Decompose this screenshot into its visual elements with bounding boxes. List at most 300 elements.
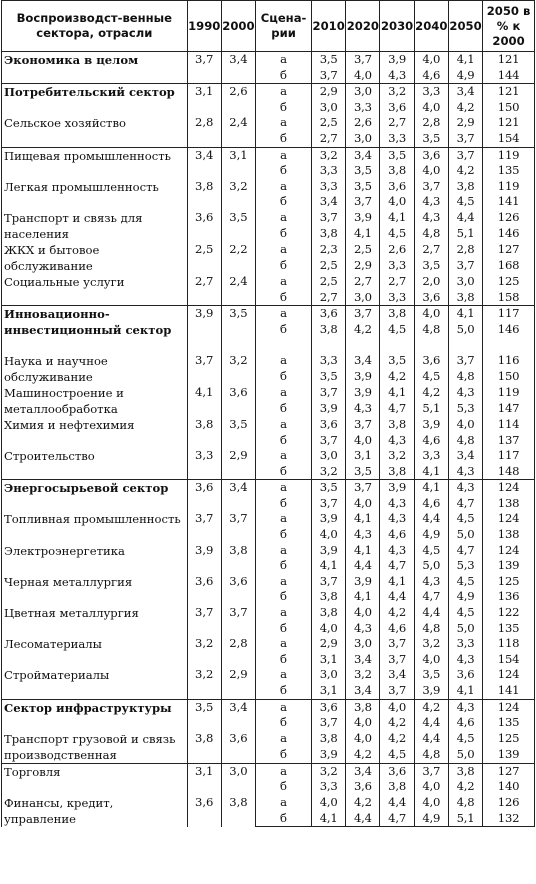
forecast-cell: 3,8 bbox=[448, 290, 482, 306]
forecast-cell: 2,7 bbox=[414, 242, 448, 258]
scenario-cell: б bbox=[256, 621, 312, 637]
forecast-cell: 3,8 bbox=[312, 589, 346, 605]
table-row bbox=[2, 543, 535, 559]
scenario-cell: а bbox=[256, 448, 312, 464]
forecast-cell: 3,2 bbox=[312, 464, 346, 480]
scenario-cell: б bbox=[256, 369, 312, 385]
forecast-cell: 4,9 bbox=[448, 589, 482, 605]
forecast-cell: 3,5 bbox=[380, 353, 414, 369]
base-value-1990: 3,6 bbox=[187, 210, 221, 242]
forecast-cell: 4,0 bbox=[312, 795, 346, 811]
forecast-cell: 3,4 bbox=[346, 353, 380, 369]
base-value-1990: 3,6 bbox=[187, 574, 221, 605]
scenario-cell: а bbox=[256, 385, 312, 401]
base-value-1990: 3,7 bbox=[187, 605, 221, 636]
forecast-cell: 4,0 bbox=[414, 306, 448, 322]
forecast-cell: 4,7 bbox=[380, 811, 414, 827]
ratio-cell: 147 bbox=[483, 401, 535, 417]
forecast-cell: 4,1 bbox=[448, 683, 482, 699]
forecast-cell: 3,0 bbox=[312, 448, 346, 464]
forecast-cell: 4,7 bbox=[448, 543, 482, 559]
forecast-cell: 4,0 bbox=[414, 652, 448, 668]
forecast-cell: 5,1 bbox=[414, 401, 448, 417]
forecast-cell: 4,2 bbox=[380, 715, 414, 731]
forecast-cell: 3,3 bbox=[380, 258, 414, 274]
forecast-cell: 3,6 bbox=[414, 147, 448, 163]
forecast-cell: 3,6 bbox=[414, 353, 448, 369]
header-sector: Воспроизводст-венные сектора, отрасли bbox=[2, 1, 188, 52]
forecast-cell: 4,8 bbox=[414, 322, 448, 338]
forecast-cell: 3,3 bbox=[312, 179, 346, 195]
forecast-cell: 2,7 bbox=[380, 115, 414, 131]
base-value-2000: 2,4 bbox=[221, 274, 255, 306]
forecast-cell: 3,9 bbox=[380, 52, 414, 68]
forecast-cell: 4,9 bbox=[414, 811, 448, 827]
forecast-cell: 3,2 bbox=[346, 667, 380, 683]
forecast-cell: 4,3 bbox=[448, 652, 482, 668]
forecast-cell: 3,0 bbox=[346, 84, 380, 100]
forecast-cell: 3,0 bbox=[346, 290, 380, 306]
forecast-cell: 3,8 bbox=[380, 306, 414, 322]
forecast-cell: 3,1 bbox=[312, 652, 346, 668]
forecast-cell: 3,7 bbox=[312, 385, 346, 401]
forecast-cell: 2,5 bbox=[312, 115, 346, 131]
sector-name: Сельское хозяйство bbox=[2, 115, 188, 147]
forecast-cell: 2,9 bbox=[346, 258, 380, 274]
ratio-cell: 124 bbox=[483, 667, 535, 683]
forecast-cell: 4,8 bbox=[414, 747, 448, 764]
scenario-cell: б bbox=[256, 527, 312, 543]
forecast-cell: 3,1 bbox=[312, 683, 346, 699]
forecast-cell: 4,0 bbox=[414, 779, 448, 795]
forecast-cell: 3,3 bbox=[414, 448, 448, 464]
forecast-cell: 4,3 bbox=[380, 511, 414, 527]
base-value-2000: 2,2 bbox=[221, 242, 255, 274]
base-value-1990: 3,1 bbox=[187, 763, 221, 795]
scenario-cell: а bbox=[256, 574, 312, 590]
sector-name: Цветная металлургия bbox=[2, 605, 188, 636]
forecast-cell: 3,9 bbox=[346, 210, 380, 226]
base-value-2000: 2,4 bbox=[221, 115, 255, 147]
forecast-cell: 2,6 bbox=[380, 242, 414, 258]
forecast-cell: 4,2 bbox=[346, 795, 380, 811]
base-value-2000: 3,5 bbox=[221, 417, 255, 448]
forecast-cell: 3,3 bbox=[346, 100, 380, 116]
base-value-1990: 3,8 bbox=[187, 417, 221, 448]
base-value-2000: 3,2 bbox=[221, 179, 255, 210]
sector-name: Экономика в целом bbox=[2, 52, 188, 84]
forecast-cell: 4,1 bbox=[380, 210, 414, 226]
forecast-cell bbox=[448, 337, 482, 353]
scenario-cell: а bbox=[256, 179, 312, 195]
forecast-cell: 3,4 bbox=[448, 448, 482, 464]
forecast-cell: 4,3 bbox=[380, 433, 414, 449]
scenario-cell: б bbox=[256, 589, 312, 605]
forecast-cell: 3,8 bbox=[346, 699, 380, 715]
ratio-cell: 139 bbox=[483, 747, 535, 764]
base-value-1990: 3,8 bbox=[187, 179, 221, 210]
scenario-cell: б bbox=[256, 401, 312, 417]
forecast-cell: 4,3 bbox=[414, 194, 448, 210]
ratio-cell: 121 bbox=[483, 115, 535, 131]
forecast-cell: 3,0 bbox=[346, 636, 380, 652]
table-row bbox=[2, 210, 535, 226]
forecast-cell: 2,9 bbox=[312, 84, 346, 100]
scenario-cell: б bbox=[256, 258, 312, 274]
base-value-2000: 3,7 bbox=[221, 511, 255, 542]
forecast-cell: 2,7 bbox=[380, 274, 414, 290]
sector-name: Лесоматериалы bbox=[2, 636, 188, 667]
scenario-cell bbox=[256, 337, 312, 353]
forecast-cell: 3,3 bbox=[414, 84, 448, 100]
ratio-cell: 150 bbox=[483, 100, 535, 116]
forecast-cell: 4,1 bbox=[312, 558, 346, 574]
table-row bbox=[2, 511, 535, 527]
base-value-2000: 2,9 bbox=[221, 667, 255, 699]
ratio-cell: 135 bbox=[483, 715, 535, 731]
forecast-cell: 4,6 bbox=[380, 527, 414, 543]
forecast-cell: 3,4 bbox=[346, 652, 380, 668]
forecast-cell: 3,5 bbox=[380, 147, 414, 163]
base-value-1990: 3,2 bbox=[187, 636, 221, 667]
forecast-cell: 4,3 bbox=[380, 496, 414, 512]
scenario-cell: а bbox=[256, 731, 312, 747]
forecast-cell: 3,3 bbox=[380, 290, 414, 306]
forecast-cell: 4,1 bbox=[448, 306, 482, 322]
forecast-cell: 3,6 bbox=[346, 779, 380, 795]
forecast-cell: 3,7 bbox=[312, 68, 346, 84]
ratio-cell: 146 bbox=[483, 226, 535, 242]
scenario-cell: б bbox=[256, 715, 312, 731]
base-value-2000: 3,8 bbox=[221, 543, 255, 574]
forecast-cell: 4,8 bbox=[448, 433, 482, 449]
forecast-cell: 4,3 bbox=[380, 543, 414, 559]
sector-name: Машиностроение и металлообработка bbox=[2, 385, 188, 417]
base-value-1990: 4,1 bbox=[187, 385, 221, 417]
forecast-cell: 4,1 bbox=[414, 480, 448, 496]
forecast-cell: 4,3 bbox=[414, 210, 448, 226]
forecast-cell: 3,7 bbox=[448, 353, 482, 369]
forecast-cell: 5,0 bbox=[448, 747, 482, 764]
scenario-cell: а bbox=[256, 84, 312, 100]
forecast-cell: 3,7 bbox=[380, 652, 414, 668]
scenario-cell: а bbox=[256, 306, 312, 322]
forecast-cell: 4,1 bbox=[346, 589, 380, 605]
ratio-cell: 158 bbox=[483, 290, 535, 306]
base-value-1990: 3,7 bbox=[187, 353, 221, 385]
forecast-cell: 3,8 bbox=[312, 731, 346, 747]
sector-name: ЖКХ и бытовое обслуживание bbox=[2, 242, 188, 274]
header-2030: 2030 bbox=[380, 1, 414, 52]
forecast-cell: 5,0 bbox=[448, 527, 482, 543]
forecast-cell: 4,0 bbox=[346, 433, 380, 449]
scenario-cell: б bbox=[256, 433, 312, 449]
ratio-cell: 124 bbox=[483, 480, 535, 496]
forecast-cell: 3,7 bbox=[346, 306, 380, 322]
sector-name: Потребительский сектор bbox=[2, 84, 188, 116]
forecast-cell: 3,8 bbox=[380, 163, 414, 179]
forecast-cell: 4,0 bbox=[380, 194, 414, 210]
scenario-cell: а bbox=[256, 52, 312, 68]
table-row bbox=[2, 242, 535, 258]
forecast-cell: 3,8 bbox=[312, 226, 346, 242]
forecast-cell: 2,8 bbox=[448, 242, 482, 258]
scenario-cell: б bbox=[256, 100, 312, 116]
forecast-cell: 3,7 bbox=[312, 210, 346, 226]
forecast-cell: 3,5 bbox=[346, 163, 380, 179]
base-value-2000: 2,6 bbox=[221, 84, 255, 116]
ratio-cell: 137 bbox=[483, 433, 535, 449]
ratio-cell: 154 bbox=[483, 652, 535, 668]
scenario-cell: б bbox=[256, 194, 312, 210]
base-value-1990: 3,1 bbox=[187, 84, 221, 116]
ratio-cell bbox=[483, 337, 535, 353]
forecast-cell: 3,0 bbox=[346, 131, 380, 147]
base-value-1990: 3,7 bbox=[187, 52, 221, 84]
scenario-cell: а bbox=[256, 274, 312, 290]
ratio-cell: 119 bbox=[483, 179, 535, 195]
ratio-cell: 132 bbox=[483, 811, 535, 827]
scenario-cell: а bbox=[256, 480, 312, 496]
forecast-cell: 4,2 bbox=[448, 163, 482, 179]
forecast-cell: 4,0 bbox=[448, 417, 482, 433]
ratio-cell: 140 bbox=[483, 779, 535, 795]
header-ratio: 2050 в % к 2000 bbox=[483, 1, 535, 52]
forecast-cell: 4,0 bbox=[414, 100, 448, 116]
base-value-1990: 3,7 bbox=[187, 511, 221, 542]
forecast-cell: 3,8 bbox=[448, 179, 482, 195]
ratio-cell: 116 bbox=[483, 353, 535, 369]
forecast-cell: 4,5 bbox=[448, 605, 482, 621]
base-value-2000: 3,0 bbox=[221, 763, 255, 795]
table-row bbox=[2, 306, 535, 322]
forecast-cell: 4,0 bbox=[346, 605, 380, 621]
header-row bbox=[2, 1, 535, 52]
forecast-cell: 5,0 bbox=[414, 558, 448, 574]
forecast-cell: 4,5 bbox=[380, 747, 414, 764]
base-value-1990: 3,9 bbox=[187, 543, 221, 574]
sector-name: Транспорт грузовой и связь производственная bbox=[2, 731, 188, 764]
table-row bbox=[2, 763, 535, 779]
forecast-cell: 4,4 bbox=[448, 210, 482, 226]
header-2050: 2050 bbox=[448, 1, 482, 52]
forecast-cell: 4,1 bbox=[346, 226, 380, 242]
scenario-cell: б bbox=[256, 779, 312, 795]
sector-name: Химия и нефтехимия bbox=[2, 417, 188, 448]
scenario-cell: а bbox=[256, 605, 312, 621]
forecast-cell: 3,3 bbox=[312, 353, 346, 369]
ratio-cell: 138 bbox=[483, 496, 535, 512]
ratio-cell: 114 bbox=[483, 417, 535, 433]
forecast-cell: 3,7 bbox=[448, 258, 482, 274]
forecast-cell: 4,1 bbox=[346, 543, 380, 559]
forecast-cell: 4,0 bbox=[414, 52, 448, 68]
scenario-cell: а bbox=[256, 699, 312, 715]
forecast-cell: 3,7 bbox=[380, 636, 414, 652]
base-value-1990: 3,6 bbox=[187, 795, 221, 827]
base-value-2000: 3,1 bbox=[221, 147, 255, 179]
forecast-cell: 3,6 bbox=[380, 763, 414, 779]
ratio-cell: 154 bbox=[483, 131, 535, 147]
base-value-2000: 3,4 bbox=[221, 480, 255, 512]
forecast-cell: 4,2 bbox=[414, 699, 448, 715]
ratio-cell: 122 bbox=[483, 605, 535, 621]
forecast-cell: 3,7 bbox=[414, 763, 448, 779]
forecast-cell bbox=[380, 337, 414, 353]
ratio-cell: 118 bbox=[483, 636, 535, 652]
table-row bbox=[2, 274, 535, 290]
base-value-1990: 3,9 bbox=[187, 306, 221, 353]
ratio-cell: 138 bbox=[483, 527, 535, 543]
forecast-cell: 4,2 bbox=[380, 605, 414, 621]
ratio-cell: 117 bbox=[483, 306, 535, 322]
forecast-cell: 3,0 bbox=[448, 274, 482, 290]
forecast-cell: 3,7 bbox=[346, 194, 380, 210]
base-value-1990: 3,8 bbox=[187, 731, 221, 764]
base-value-1990: 2,7 bbox=[187, 274, 221, 306]
forecast-cell: 4,3 bbox=[448, 480, 482, 496]
sector-name: Легкая промышленность bbox=[2, 179, 188, 210]
forecast-cell: 3,8 bbox=[380, 779, 414, 795]
forecast-cell: 4,8 bbox=[414, 226, 448, 242]
sector-name: Транспорт и связь для населения bbox=[2, 210, 188, 242]
forecast-cell: 4,0 bbox=[312, 621, 346, 637]
forecast-cell: 3,8 bbox=[312, 322, 346, 338]
forecast-cell: 4,3 bbox=[346, 527, 380, 543]
base-value-2000: 3,4 bbox=[221, 699, 255, 731]
forecast-cell: 3,0 bbox=[312, 100, 346, 116]
ratio-cell: 168 bbox=[483, 258, 535, 274]
forecast-cell: 4,3 bbox=[448, 385, 482, 401]
ratio-cell: 141 bbox=[483, 683, 535, 699]
forecast-cell: 4,6 bbox=[414, 433, 448, 449]
forecast-cell: 4,5 bbox=[414, 543, 448, 559]
scenario-cell: а bbox=[256, 636, 312, 652]
forecast-cell: 3,7 bbox=[448, 131, 482, 147]
forecast-cell: 3,7 bbox=[312, 715, 346, 731]
forecast-cell: 3,2 bbox=[380, 84, 414, 100]
forecast-cell: 2,7 bbox=[312, 290, 346, 306]
forecast-cell: 4,4 bbox=[346, 558, 380, 574]
base-value-2000: 3,6 bbox=[221, 731, 255, 764]
forecast-cell: 4,7 bbox=[380, 401, 414, 417]
sector-name: Торговля bbox=[2, 763, 188, 795]
scenario-cell: б bbox=[256, 747, 312, 764]
sector-name: Черная металлургия bbox=[2, 574, 188, 605]
table-row bbox=[2, 84, 535, 100]
forecast-cell: 3,4 bbox=[448, 84, 482, 100]
scenario-cell: б bbox=[256, 558, 312, 574]
base-value-2000: 3,8 bbox=[221, 795, 255, 827]
forecast-cell: 4,0 bbox=[312, 527, 346, 543]
forecast-cell: 4,3 bbox=[448, 699, 482, 715]
forecast-cell: 4,8 bbox=[414, 621, 448, 637]
sector-name: Электроэнергетика bbox=[2, 543, 188, 574]
sector-name: Стройматериалы bbox=[2, 667, 188, 699]
forecast-cell: 3,6 bbox=[312, 417, 346, 433]
ratio-cell: 126 bbox=[483, 210, 535, 226]
base-value-1990: 3,5 bbox=[187, 699, 221, 731]
forecast-cell: 3,9 bbox=[346, 385, 380, 401]
forecast-cell: 3,7 bbox=[312, 433, 346, 449]
scenario-cell: б bbox=[256, 464, 312, 480]
forecast-cell: 3,9 bbox=[346, 574, 380, 590]
forecast-cell: 3,3 bbox=[448, 636, 482, 652]
forecast-cell: 4,5 bbox=[380, 226, 414, 242]
forecast-cell: 2,5 bbox=[312, 274, 346, 290]
ratio-cell: 117 bbox=[483, 448, 535, 464]
ratio-cell: 127 bbox=[483, 242, 535, 258]
forecast-cell: 4,4 bbox=[380, 589, 414, 605]
header-scenario: Сцена-рии bbox=[256, 1, 312, 52]
forecast-cell: 3,9 bbox=[414, 683, 448, 699]
forecast-cell: 4,1 bbox=[346, 511, 380, 527]
forecast-cell: 4,8 bbox=[448, 795, 482, 811]
scenario-cell: б bbox=[256, 163, 312, 179]
forecast-cell: 4,0 bbox=[346, 715, 380, 731]
forecast-cell: 2,0 bbox=[414, 274, 448, 290]
forecast-cell: 4,4 bbox=[346, 811, 380, 827]
base-value-2000: 3,2 bbox=[221, 353, 255, 385]
scenario-cell: а bbox=[256, 511, 312, 527]
forecast-cell: 3,8 bbox=[448, 763, 482, 779]
base-value-2000: 3,7 bbox=[221, 605, 255, 636]
sector-name: Строительство bbox=[2, 448, 188, 480]
forecast-cell: 4,6 bbox=[448, 715, 482, 731]
forecast-cell: 3,4 bbox=[346, 763, 380, 779]
forecast-cell: 4,2 bbox=[448, 779, 482, 795]
table-row bbox=[2, 353, 535, 369]
scenario-cell: б bbox=[256, 811, 312, 827]
forecast-cell: 5,3 bbox=[448, 401, 482, 417]
forecast-cell: 4,0 bbox=[380, 699, 414, 715]
forecast-cell: 3,2 bbox=[312, 763, 346, 779]
sector-forecast-table bbox=[1, 0, 535, 827]
scenario-cell: а bbox=[256, 543, 312, 559]
scenario-cell: а bbox=[256, 115, 312, 131]
ratio-cell: 125 bbox=[483, 574, 535, 590]
scenario-cell: б bbox=[256, 652, 312, 668]
ratio-cell: 125 bbox=[483, 274, 535, 290]
forecast-cell: 4,4 bbox=[414, 605, 448, 621]
forecast-cell: 4,6 bbox=[414, 68, 448, 84]
ratio-cell: 124 bbox=[483, 543, 535, 559]
forecast-cell: 3,7 bbox=[380, 683, 414, 699]
ratio-cell: 121 bbox=[483, 52, 535, 68]
scenario-cell: а bbox=[256, 353, 312, 369]
forecast-cell: 3,3 bbox=[312, 779, 346, 795]
base-value-2000: 3,5 bbox=[221, 306, 255, 353]
forecast-cell: 4,9 bbox=[448, 68, 482, 84]
forecast-cell: 5,0 bbox=[448, 621, 482, 637]
forecast-cell: 4,4 bbox=[414, 731, 448, 747]
forecast-cell: 3,3 bbox=[312, 163, 346, 179]
table-row bbox=[2, 480, 535, 496]
forecast-cell: 4,5 bbox=[448, 574, 482, 590]
forecast-cell: 3,5 bbox=[414, 667, 448, 683]
forecast-cell: 4,0 bbox=[346, 731, 380, 747]
forecast-cell: 4,8 bbox=[448, 369, 482, 385]
forecast-cell: 3,5 bbox=[312, 480, 346, 496]
forecast-cell: 2,5 bbox=[346, 242, 380, 258]
sector-name: Финансы, кредит, управление bbox=[2, 795, 188, 827]
base-value-1990: 3,6 bbox=[187, 480, 221, 512]
base-value-2000: 2,9 bbox=[221, 448, 255, 480]
forecast-cell: 4,0 bbox=[414, 795, 448, 811]
sector-name: Наука и научное обслуживание bbox=[2, 353, 188, 385]
forecast-cell: 4,4 bbox=[414, 511, 448, 527]
table-row bbox=[2, 417, 535, 433]
